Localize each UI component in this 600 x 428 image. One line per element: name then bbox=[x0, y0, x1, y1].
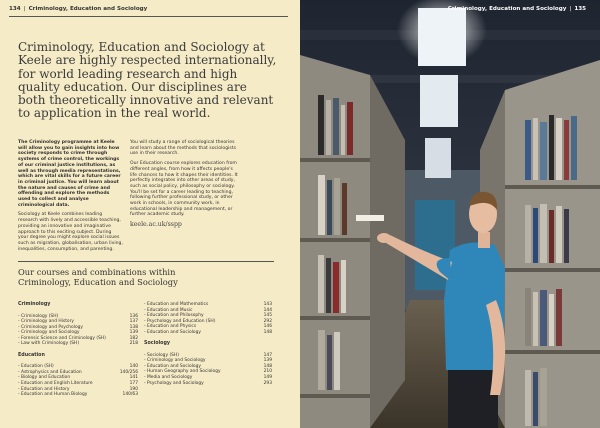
courses-heading-line: Our courses and combinations within bbox=[18, 267, 176, 277]
shelf-board bbox=[300, 158, 370, 162]
course-page: 141 bbox=[129, 375, 138, 381]
course-row bbox=[18, 341, 138, 347]
headline-line: quality education. Our disciplines are bbox=[18, 79, 247, 94]
education-group bbox=[18, 353, 138, 398]
course-page: 293 bbox=[263, 380, 272, 386]
course-page: 148 bbox=[263, 363, 272, 369]
course-page: 182 bbox=[129, 335, 138, 341]
criminology-group bbox=[18, 302, 138, 347]
library-photo-illustration bbox=[300, 0, 600, 428]
course-name: - Criminology and Sociology bbox=[18, 330, 80, 336]
intro-paragraph: The Criminology programme at Keele will allow you to gain insights into how society responds to crime through systems of crime control, the workings of our criminal justice institutions, as well as through media representations, which are vital skills for a future career in criminal justice. You will learn about the nature and causes of crime and offending and explore the methods used to collect and analyse criminological data. bbox=[18, 140, 121, 208]
course-page: 140 bbox=[129, 364, 138, 370]
sociology-group bbox=[144, 341, 272, 386]
shelf-board bbox=[505, 185, 600, 189]
shelf-board bbox=[300, 316, 370, 320]
course-name: - Media and Sociology bbox=[144, 375, 193, 381]
sociology-paragraph: Sociology at Keele combines leading research with lively and accessible teaching, providing an innovative and imaginative approach to this exciting subject. During your degree you might explore social issues such as migration, globalisation, urban living, inequalities, consumption, and parenting. bbox=[18, 212, 123, 252]
course-list-column-1 bbox=[18, 302, 138, 404]
shelf-board bbox=[505, 350, 600, 354]
header-separator: | bbox=[23, 6, 26, 12]
course-name: - Education and English Literature bbox=[18, 381, 93, 387]
course-name: - Astrophysics and Education bbox=[18, 369, 82, 375]
course-name: - Psychology and Education (SH) bbox=[144, 318, 216, 324]
group-title: Criminology bbox=[18, 302, 51, 307]
running-header-right bbox=[448, 6, 586, 12]
course-page: 139 bbox=[263, 358, 272, 364]
shelf-board bbox=[300, 394, 370, 398]
page-number-left: 134 bbox=[9, 6, 21, 12]
body-column-2 bbox=[130, 140, 240, 232]
running-title-right: Criminology, Education and Sociology bbox=[447, 6, 567, 12]
course-name: - Education and Sociology bbox=[144, 329, 201, 335]
headline-line: Keele are highly respected internationally, bbox=[18, 53, 277, 68]
page-number-right: 135 bbox=[574, 6, 586, 12]
headline-line: for world leading research and high bbox=[18, 66, 238, 81]
page-headline bbox=[18, 41, 288, 121]
section-rule bbox=[18, 261, 274, 262]
course-page: 140/256 bbox=[119, 369, 138, 375]
course-page: 136 bbox=[129, 313, 138, 319]
ceiling-light bbox=[420, 75, 458, 127]
course-page: 190 bbox=[129, 386, 138, 392]
courses-heading bbox=[18, 268, 278, 287]
course-page: 292 bbox=[263, 318, 272, 324]
course-name: - Education (SH) bbox=[18, 364, 54, 370]
group-title: Sociology bbox=[144, 341, 171, 347]
course-page: 145 bbox=[263, 313, 272, 319]
ceiling-light bbox=[418, 8, 466, 66]
course-page: 137 bbox=[129, 319, 138, 325]
course-name: - Education and History bbox=[18, 386, 70, 392]
course-name: - Criminology and Sociology bbox=[144, 358, 206, 364]
ceiling-light bbox=[425, 138, 451, 178]
headline-line: to application in the real world. bbox=[18, 106, 211, 121]
course-name: - Education and Sociology bbox=[144, 363, 201, 369]
body-column-1 bbox=[18, 140, 123, 256]
course-name: - Biology and Education bbox=[18, 375, 71, 381]
course-page: 218 bbox=[129, 341, 138, 347]
header-rule bbox=[9, 16, 288, 17]
course-name: - Education and Mathematics bbox=[144, 302, 209, 307]
hand bbox=[377, 233, 391, 243]
course-row bbox=[144, 330, 272, 336]
running-header-left bbox=[9, 6, 147, 12]
course-name: - Education and Human Biology bbox=[18, 392, 88, 398]
course-name: - Human Geography and Sociology bbox=[144, 369, 221, 375]
right-page-photo bbox=[300, 0, 600, 428]
course-row bbox=[18, 392, 138, 398]
education-group-continued bbox=[144, 302, 272, 335]
headline-line: Criminology, Education and Sociology at bbox=[18, 40, 265, 54]
course-name: - Education and Physics bbox=[144, 324, 197, 330]
course-name: - Criminology (SH) bbox=[18, 313, 59, 319]
course-name: - Criminology and Psychology bbox=[18, 324, 84, 330]
course-name: - Education and Philosophy bbox=[144, 313, 204, 319]
course-page: 148 bbox=[263, 329, 272, 335]
course-page: 210 bbox=[263, 369, 272, 375]
theories-paragraph: You will study a range of sociological theories and learn about the methods that sociologists use in their research. bbox=[130, 140, 236, 157]
book-being-pulled bbox=[356, 215, 384, 221]
shelf-board bbox=[505, 268, 600, 272]
header-separator: | bbox=[569, 6, 572, 12]
course-name: - Law with Criminology (SH) bbox=[18, 341, 80, 347]
course-page: 139 bbox=[129, 330, 138, 336]
course-name: - Forensic Science and Criminology (SH) bbox=[18, 335, 106, 341]
course-page: 146 bbox=[263, 324, 272, 330]
course-list-column-2 bbox=[144, 302, 272, 392]
course-row bbox=[144, 381, 272, 387]
running-title-left: Criminology, Education and Sociology bbox=[28, 6, 148, 12]
neck bbox=[478, 232, 490, 248]
course-name: - Criminology and History bbox=[18, 319, 74, 325]
headline-line: both theoretically innovative and relevant bbox=[18, 93, 274, 108]
group-title: Education bbox=[18, 352, 45, 358]
course-page: 149 bbox=[263, 375, 272, 381]
course-page: 147 bbox=[263, 352, 272, 358]
courses-heading-line: Criminology, Education and Sociology bbox=[18, 276, 178, 287]
course-page: 144 bbox=[263, 307, 272, 313]
education-paragraph: Our Education course explores education from different angles, from how it affects people's life chances to how it shapes their identities. It perfectly integrates into other areas of study, such as social policy, philosophy or sociology. You'll be set for a career leading to teaching, following further professional study, or other work in schools, in community work, in educational leadership and management, or further academic study. bbox=[130, 161, 238, 218]
shelf-board bbox=[300, 238, 370, 242]
course-page: 138 bbox=[129, 324, 138, 330]
course-name: - Education and Music bbox=[144, 307, 193, 313]
course-page: 177 bbox=[129, 381, 138, 387]
course-page: 143 bbox=[263, 302, 272, 307]
website-link[interactable]: keele.ac.uk/sspp bbox=[130, 221, 182, 229]
course-name: - Sociology (SH) bbox=[144, 352, 179, 358]
course-name: - Psychology and Sociology bbox=[144, 380, 204, 386]
course-page: 140/63 bbox=[122, 392, 138, 398]
